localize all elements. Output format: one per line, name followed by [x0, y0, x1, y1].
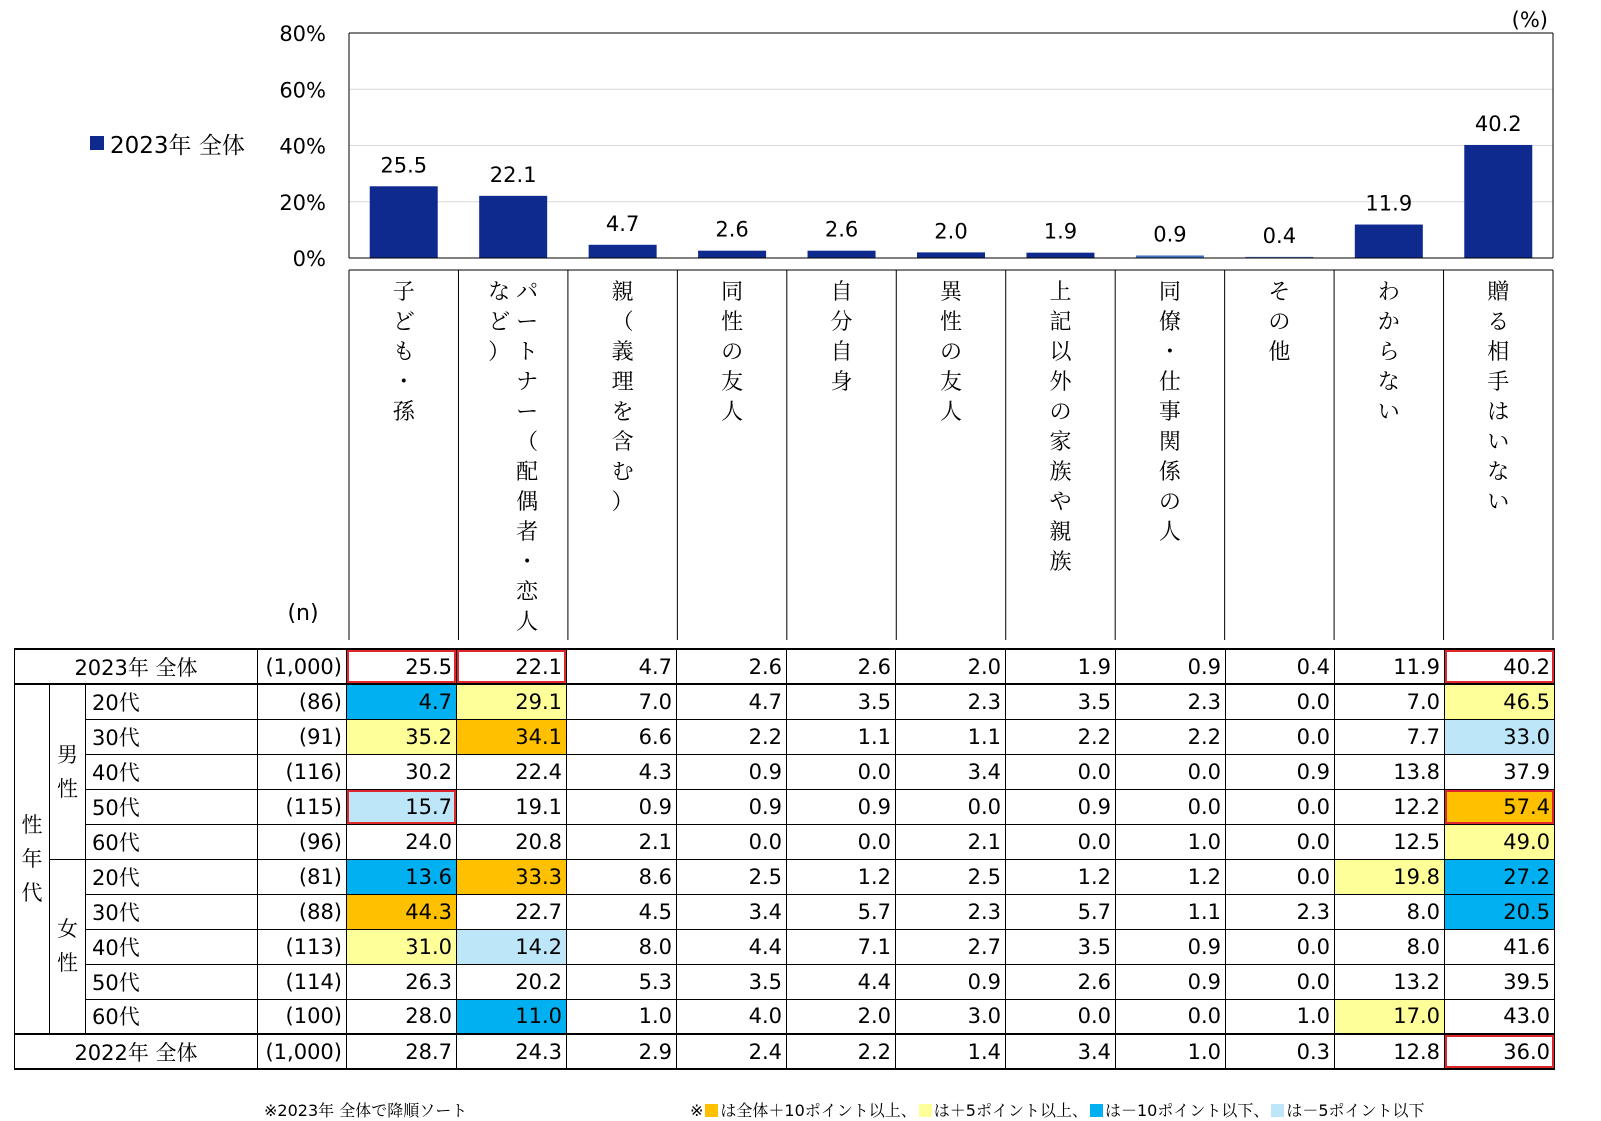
table-cell: 3.4 — [677, 894, 787, 929]
row-n: (96) — [258, 824, 347, 859]
category-label-column: 異 性 の 友 人 — [939, 280, 962, 425]
minus10-swatch — [1090, 1104, 1103, 1117]
table-cell: 19.8 — [1335, 859, 1445, 894]
table-cell: 2.0 — [787, 999, 896, 1034]
table-cell: 3.5 — [1006, 684, 1116, 719]
table-cell: 1.0 — [567, 999, 677, 1034]
bar — [1355, 225, 1423, 258]
table-cell: 1.0 — [1226, 999, 1335, 1034]
table-cell: 0.4 — [1226, 649, 1335, 684]
sort-note: ※2023年 全体で降順ソート — [264, 1101, 468, 1120]
table-cell: 8.0 — [1335, 894, 1445, 929]
category-label-column: 上 記 以 外 の 家 族 や 親 族 — [1049, 280, 1072, 575]
table-cell: 20.2 — [457, 964, 567, 999]
age-label: 50代 — [86, 964, 258, 999]
table-row — [15, 649, 1555, 684]
category-label-column: そ の 他 — [1268, 280, 1291, 365]
table-cell: 0.0 — [1006, 999, 1116, 1034]
bar-value-label: 0.9 — [1153, 222, 1187, 247]
table-cell: 1.4 — [896, 1034, 1006, 1069]
bar-value-label: 4.7 — [605, 211, 640, 236]
table-cell: 33.0 — [1445, 719, 1555, 754]
table-cell: 22.7 — [457, 894, 567, 929]
table-cell: 2.4 — [677, 1034, 787, 1069]
bar-value-label: 0.4 — [1262, 223, 1297, 248]
table-row — [15, 719, 1555, 754]
table-cell: 0.0 — [1226, 929, 1335, 964]
table-row — [15, 894, 1555, 929]
category-label-column: パ ー ト ナ ー （ 配 偶 者 ・ 恋 人 — [516, 280, 539, 635]
table-cell: 4.7 — [677, 684, 787, 719]
table-cell: 3.5 — [787, 684, 896, 719]
table-cell: 29.1 — [457, 684, 567, 719]
table-cell: 12.2 — [1335, 789, 1445, 824]
minus5-note: は－5ポイント以下 — [1286, 1101, 1425, 1120]
plus10-swatch — [705, 1104, 718, 1117]
table-cell: 2.7 — [896, 929, 1006, 964]
table-cell: 1.1 — [1116, 894, 1226, 929]
table-cell: 0.9 — [1116, 964, 1226, 999]
table-cell: 3.5 — [1006, 929, 1116, 964]
table-row — [15, 754, 1555, 789]
bar-value-label: 2.6 — [824, 217, 859, 242]
category-label-column: な ど ） — [488, 280, 511, 365]
bar — [1464, 145, 1532, 258]
table-cell: 0.9 — [1006, 789, 1116, 824]
category-label-column: 親 （ 義 理 を 含 む ） — [611, 280, 634, 515]
table-cell: 3.0 — [896, 999, 1006, 1034]
table-cell: 2.3 — [1226, 894, 1335, 929]
table-cell: 11.0 — [457, 999, 567, 1034]
age-label: 40代 — [86, 929, 258, 964]
category-label-column: わ か ら な い — [1377, 280, 1400, 425]
table-cell: 22.4 — [457, 754, 567, 789]
plus10-note: は全体＋10ポイント以上、 — [720, 1101, 917, 1120]
table-cell: 1.1 — [896, 719, 1006, 754]
table-cell: 20.8 — [457, 824, 567, 859]
table-cell: 2.6 — [787, 649, 896, 684]
table-cell: 0.0 — [1116, 999, 1226, 1034]
table-cell: 2.0 — [896, 649, 1006, 684]
row-n: (113) — [258, 929, 347, 964]
table-cell: 3.5 — [677, 964, 787, 999]
unit-label: (%) — [1511, 8, 1548, 32]
table-cell: 0.0 — [1226, 824, 1335, 859]
chart-value-labels — [380, 112, 1521, 248]
category-label-column: 子 ど も ・ 孫 — [392, 280, 415, 425]
table-cell: 12.8 — [1335, 1034, 1445, 1069]
crosstab-table — [14, 648, 1555, 1070]
table-cell: 2.2 — [677, 719, 787, 754]
table-cell: 34.1 — [457, 719, 567, 754]
table-cell: 12.5 — [1335, 824, 1445, 859]
bar-value-label: 40.2 — [1474, 111, 1522, 136]
row-label: 2023年 全体 — [15, 649, 258, 684]
table-cell: 5.7 — [787, 894, 896, 929]
table-cell: 27.2 — [1445, 859, 1555, 894]
table-cell: 8.6 — [567, 859, 677, 894]
table-cell: 30.2 — [347, 754, 457, 789]
table-cell: 28.7 — [347, 1034, 457, 1069]
row-n: (91) — [258, 719, 347, 754]
table-row — [15, 789, 1555, 824]
bar-value-label: 2.0 — [934, 219, 968, 244]
table-cell: 43.0 — [1445, 999, 1555, 1034]
table-cell: 0.9 — [1116, 929, 1226, 964]
table-cell: 49.0 — [1445, 824, 1555, 859]
table-cell: 4.0 — [677, 999, 787, 1034]
table-cell: 46.5 — [1445, 684, 1555, 719]
row-label: 2022年 全体 — [15, 1034, 258, 1069]
table-cell: 15.7 — [347, 789, 457, 824]
table-row — [15, 964, 1555, 999]
color-legend-note — [690, 1098, 1425, 1121]
table-cell: 0.9 — [677, 754, 787, 789]
table-cell: 0.0 — [1006, 824, 1116, 859]
table-cell: 2.6 — [677, 649, 787, 684]
table-cell: 0.0 — [1116, 754, 1226, 789]
bar — [1026, 253, 1094, 258]
table-cell: 2.3 — [896, 684, 1006, 719]
y-tick-label: 40% — [279, 134, 326, 159]
minus10-note: は－10ポイント以下、 — [1104, 1101, 1270, 1120]
minus5-swatch — [1271, 1104, 1284, 1117]
row-n: (116) — [258, 754, 347, 789]
table-cell: 57.4 — [1445, 789, 1555, 824]
table-cell: 4.7 — [347, 684, 457, 719]
table-cell: 13.2 — [1335, 964, 1445, 999]
table-cell: 7.1 — [787, 929, 896, 964]
age-label: 50代 — [86, 789, 258, 824]
table-cell: 44.3 — [347, 894, 457, 929]
bar — [808, 251, 876, 258]
bar — [370, 186, 438, 258]
table-cell: 2.2 — [787, 1034, 896, 1069]
category-label — [349, 278, 458, 428]
table-cell: 7.0 — [1335, 684, 1445, 719]
table-cell: 1.0 — [1116, 824, 1226, 859]
table-cell: 6.6 — [567, 719, 677, 754]
y-axis-ticks — [279, 22, 326, 271]
table-cell: 2.9 — [567, 1034, 677, 1069]
category-label — [1006, 278, 1115, 578]
category-label — [787, 278, 896, 398]
category-label-column: 自 分 自 身 — [830, 280, 853, 395]
bar — [589, 245, 657, 258]
table-cell: 24.0 — [347, 824, 457, 859]
row-n: (114) — [258, 964, 347, 999]
table-row — [15, 684, 1555, 719]
table-cell: 37.9 — [1445, 754, 1555, 789]
table-cell: 2.2 — [1116, 719, 1226, 754]
table-cell: 3.4 — [1006, 1034, 1116, 1069]
table-cell: 8.0 — [567, 929, 677, 964]
table-cell: 22.1 — [457, 649, 567, 684]
table-cell: 20.5 — [1445, 894, 1555, 929]
table-cell: 0.0 — [1116, 789, 1226, 824]
legend-note-prefix: ※ — [690, 1101, 704, 1120]
table-cell: 5.7 — [1006, 894, 1116, 929]
category-label — [1115, 278, 1224, 548]
table-cell: 19.1 — [457, 789, 567, 824]
table-cell: 0.0 — [1226, 859, 1335, 894]
table-cell: 0.0 — [896, 789, 1006, 824]
table-cell: 1.1 — [787, 719, 896, 754]
table-cell: 13.8 — [1335, 754, 1445, 789]
table-cell: 0.9 — [1116, 649, 1226, 684]
y-tick-label: 60% — [279, 78, 326, 103]
table-cell: 17.0 — [1335, 999, 1445, 1034]
table-cell: 4.4 — [677, 929, 787, 964]
table-cell: 25.5 — [347, 649, 457, 684]
y-tick-label: 0% — [292, 247, 326, 271]
table-cell: 7.7 — [1335, 719, 1445, 754]
table-row — [15, 999, 1555, 1034]
table-cell: 24.3 — [457, 1034, 567, 1069]
y-tick-label: 20% — [279, 190, 326, 215]
category-label-column: 同 性 の 友 人 — [721, 280, 744, 425]
table-cell: 11.9 — [1335, 649, 1445, 684]
table-cell: 35.2 — [347, 719, 457, 754]
bar — [917, 252, 985, 258]
table-cell: 40.2 — [1445, 649, 1555, 684]
table-cell: 1.0 — [1116, 1034, 1226, 1069]
category-label — [1334, 278, 1443, 428]
row-n: (1,000) — [258, 1034, 347, 1069]
age-label: 20代 — [86, 684, 258, 719]
row-n: (81) — [258, 859, 347, 894]
table-cell: 33.3 — [457, 859, 567, 894]
legend-swatch — [90, 136, 104, 150]
table-cell: 0.0 — [1226, 789, 1335, 824]
table-cell: 0.0 — [1226, 684, 1335, 719]
table-cell: 26.3 — [347, 964, 457, 999]
table-cell: 0.0 — [787, 824, 896, 859]
table-cell: 2.3 — [896, 894, 1006, 929]
category-label-column: 同 僚 ・ 仕 事 関 係 の 人 — [1158, 280, 1181, 545]
bar-value-label: 25.5 — [380, 153, 428, 178]
table-cell: 0.0 — [787, 754, 896, 789]
table-cell: 39.5 — [1445, 964, 1555, 999]
table-cell: 36.0 — [1445, 1034, 1555, 1069]
table-cell: 31.0 — [347, 929, 457, 964]
table-cell: 13.6 — [347, 859, 457, 894]
table-cell: 2.2 — [1006, 719, 1116, 754]
table-row — [15, 859, 1555, 894]
table-cell: 4.3 — [567, 754, 677, 789]
age-label: 30代 — [86, 719, 258, 754]
age-label: 30代 — [86, 894, 258, 929]
table-cell: 0.9 — [787, 789, 896, 824]
category-label — [1225, 278, 1334, 368]
group-label-male: 男 性 — [50, 684, 86, 859]
age-label: 60代 — [86, 824, 258, 859]
bar-value-label: 2.6 — [715, 217, 749, 242]
age-label: 60代 — [86, 999, 258, 1034]
legend-label: 2023年 全体 — [110, 133, 245, 159]
age-label: 40代 — [86, 754, 258, 789]
table-cell: 0.0 — [1226, 964, 1335, 999]
table-cell: 2.5 — [896, 859, 1006, 894]
table-cell: 7.0 — [567, 684, 677, 719]
group-label-female: 女 性 — [50, 859, 86, 1034]
table-cell: 0.9 — [896, 964, 1006, 999]
table-cell: 0.0 — [1226, 719, 1335, 754]
row-n: (1,000) — [258, 649, 347, 684]
table-cell: 0.9 — [677, 789, 787, 824]
table-cell: 28.0 — [347, 999, 457, 1034]
table-cell: 0.3 — [1226, 1034, 1335, 1069]
category-label — [568, 278, 677, 518]
category-label — [896, 278, 1005, 428]
table-cell: 2.5 — [677, 859, 787, 894]
plus5-swatch — [919, 1104, 932, 1117]
table-row — [15, 929, 1555, 964]
group-label-sex-age: 性 年 代 — [15, 684, 50, 1034]
table-cell: 2.1 — [896, 824, 1006, 859]
category-label — [677, 278, 786, 428]
table-row — [15, 824, 1555, 859]
bar — [698, 251, 766, 258]
bar-value-label: 22.1 — [489, 162, 537, 187]
table-cell: 5.3 — [567, 964, 677, 999]
age-label: 20代 — [86, 859, 258, 894]
table-cell: 0.9 — [567, 789, 677, 824]
table-cell: 14.2 — [457, 929, 567, 964]
table-cell: 41.6 — [1445, 929, 1555, 964]
row-n: (86) — [258, 684, 347, 719]
row-n: (100) — [258, 999, 347, 1034]
table-cell: 8.0 — [1335, 929, 1445, 964]
bar — [479, 196, 547, 258]
table-cell: 4.5 — [567, 894, 677, 929]
table-row — [15, 1034, 1555, 1069]
table-cell: 0.0 — [677, 824, 787, 859]
table-cell: 1.2 — [787, 859, 896, 894]
table-cell: 4.7 — [567, 649, 677, 684]
table-cell: 3.4 — [896, 754, 1006, 789]
table-cell: 1.9 — [1006, 649, 1116, 684]
category-label — [1444, 278, 1553, 518]
n-header: (n) — [287, 601, 319, 626]
bar-value-label: 1.9 — [1043, 219, 1078, 244]
table-cell: 2.1 — [567, 824, 677, 859]
table-cell: 0.9 — [1226, 754, 1335, 789]
table-cell: 1.2 — [1006, 859, 1116, 894]
category-label-column: 贈 る 相 手 は い な い — [1487, 280, 1510, 515]
row-n: (115) — [258, 789, 347, 824]
table-cell: 2.6 — [1006, 964, 1116, 999]
bar-value-label: 11.9 — [1365, 191, 1413, 216]
row-n: (88) — [258, 894, 347, 929]
table-cell: 1.2 — [1116, 859, 1226, 894]
category-label — [458, 278, 567, 638]
y-tick-label: 80% — [279, 22, 326, 46]
table-cell: 2.3 — [1116, 684, 1226, 719]
table-cell: 4.4 — [787, 964, 896, 999]
plus5-note: は＋5ポイント以上、 — [933, 1101, 1088, 1120]
table-cell: 0.0 — [1006, 754, 1116, 789]
